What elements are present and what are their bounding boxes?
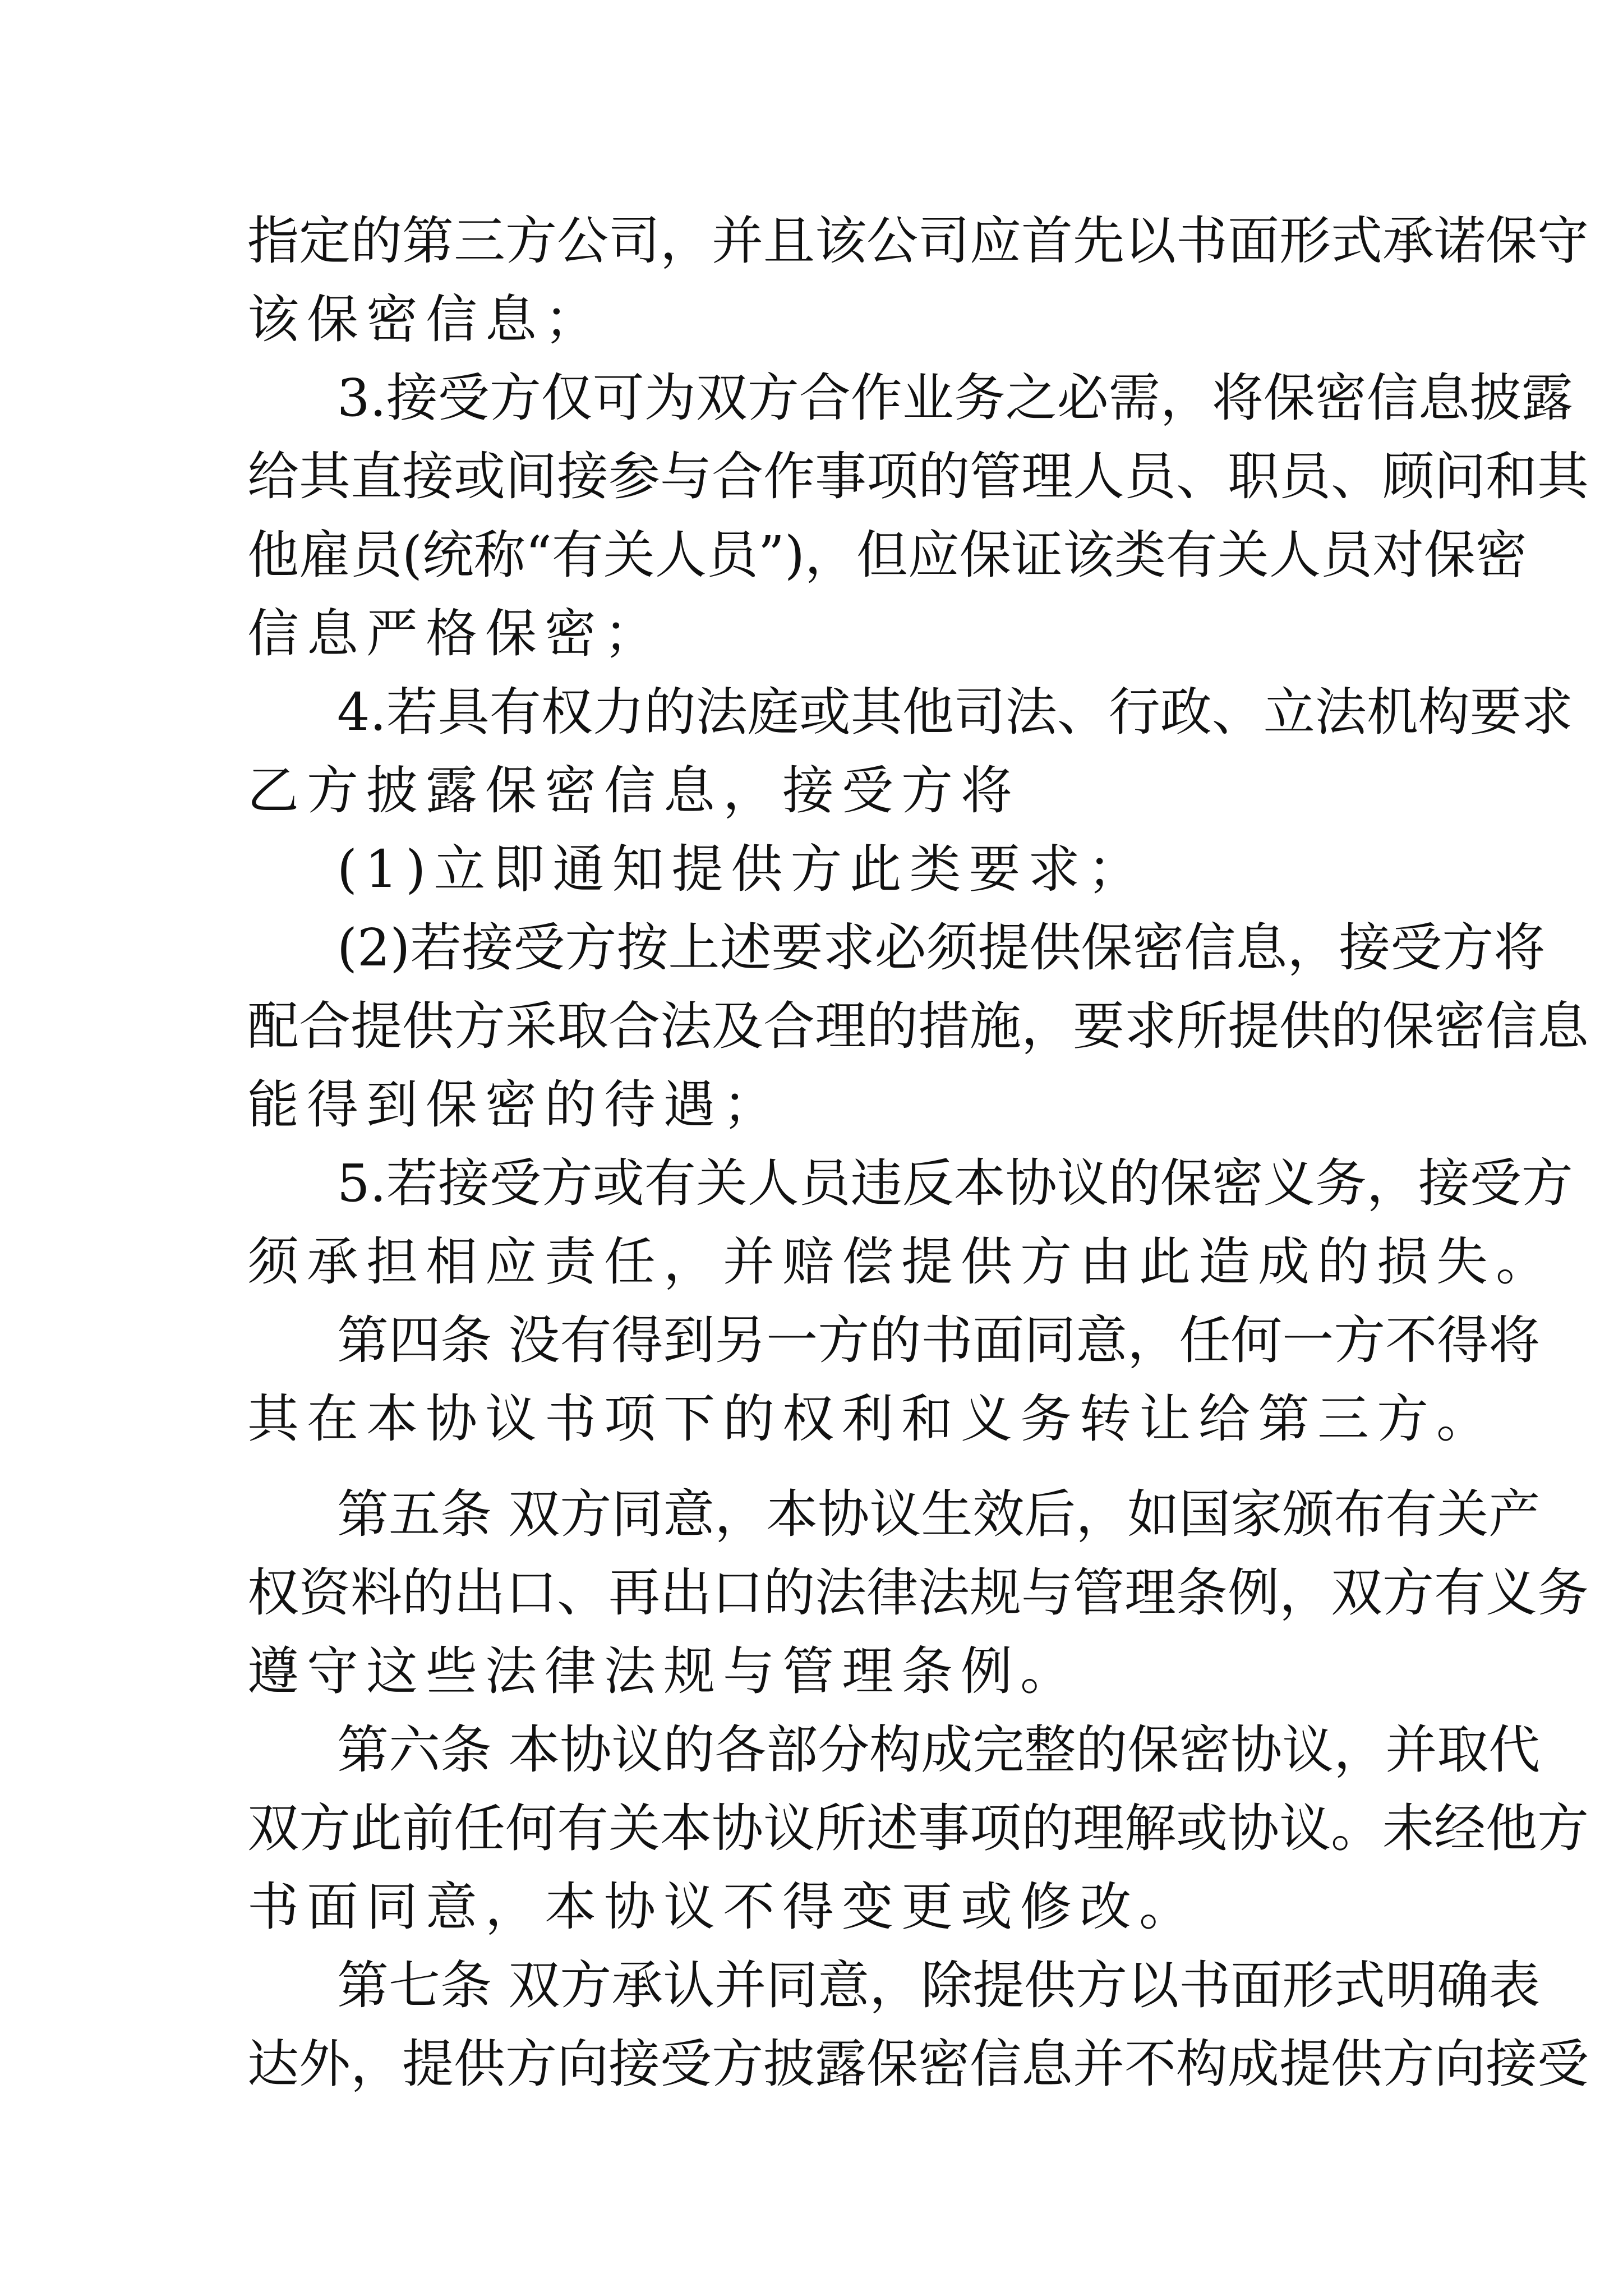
text-line: 能得到保密的待遇； [247,1075,783,1135]
paragraph-5-line: 5.若接受方或有关人员违反本协议的保密义务，接受方 [337,1153,1573,1213]
text-line: 须承担相应责任，并赔偿提供方由此造成的损失。 [247,1232,1556,1292]
article-7-line: 第七条 双方承认并同意，除提供方以书面形式明确表 [337,1955,1541,2016]
text-line: 其在本协议书项下的权利和义务转让给第三方。 [247,1389,1496,1449]
article-6-line: 第六条 本协议的各部分构成完整的保密协议，并取代 [337,1720,1541,1780]
sub-item-1: (1)立即通知提供方此类要求； [337,839,1147,899]
text-line: 配合提供方采取合法及合理的措施，要求所提供的保密信息 [247,996,1589,1056]
text-line: 信息严格保密； [247,604,664,664]
paragraph-4-line: 4.若具有权力的法庭或其他司法、行政、立法机构要求 [337,682,1573,742]
text-line: 他雇员(统称“有关人员”)，但应保证该类有关人员对保密 [247,525,1527,585]
paragraph-3-line: 3.接受方仅可为双方合作业务之必需，将保密信息披露 [337,368,1573,428]
text-line: 权资料的出口、再出口的法律法规与管理条例，双方有义务 [247,1563,1589,1623]
text-line: 乙方披露保密信息，接受方将 [247,761,1021,821]
text-line: 双方此前任何有关本协议所述事项的理解或协议。未经他方 [247,1798,1589,1858]
text-line: 给其直接或间接参与合作事项的管理人员、职员、顾问和其 [247,447,1589,507]
article-5-line: 第五条 双方同意，本协议生效后，如国家颁布有关产 [337,1484,1541,1544]
text-line: 达外，提供方向接受方披露保密信息并不构成提供方向接受 [247,2034,1589,2094]
article-4-line: 第四条 没有得到另一方的书面同意，任何一方不得将 [337,1310,1541,1370]
text-line: 指定的第三方公司，并且该公司应首先以书面形式承诺保守 [247,211,1589,271]
sub-item-2: (2)若接受方按上述要求必须提供保密信息，接受方将 [337,918,1546,978]
text-line: 遵守这些法律法规与管理条例。 [247,1641,1080,1701]
text-line: 书面同意，本协议不得变更或修改。 [247,1877,1199,1937]
text-line: 该保密信息； [247,289,605,349]
